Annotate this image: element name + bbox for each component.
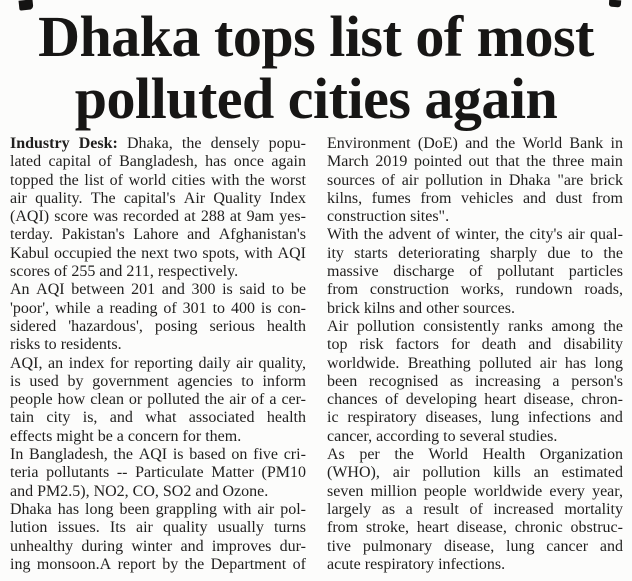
text-line: from construction works, rundown roads, xyxy=(327,281,623,299)
text-line: topped the list of world cities with the worst xyxy=(10,171,306,189)
paragraph xyxy=(10,446,306,501)
text-line: and PM2.5), NO2, CO, SO2 and Ozone. xyxy=(10,482,269,500)
text-line: sources of air pollution in Dhaka "are brick xyxy=(327,171,623,189)
text-line: lution issues. Its air quality usually turns xyxy=(10,519,306,537)
text-line: Industry Desk: Dhaka, the densely popu- xyxy=(10,135,306,152)
article-column-right xyxy=(327,135,623,574)
paragraph xyxy=(327,446,623,574)
headline-line-2: polluted cities again xyxy=(74,66,558,131)
text-line: top risk factors for death and disability xyxy=(327,336,623,354)
text-line: An AQI between 201 and 300 is said to be xyxy=(10,281,306,299)
paragraph xyxy=(327,226,623,317)
paragraph xyxy=(10,281,306,354)
text-line: ic respiratory diseases, lung infections and xyxy=(327,409,623,427)
text-line: worldwide. Breathing polluted air has long xyxy=(327,354,623,372)
scan-artifact-top-right xyxy=(609,0,621,7)
text-line: ity starts deteriorating sharply due to the xyxy=(327,244,623,262)
text-line: Environment (DoE) and the World Bank in xyxy=(327,135,623,152)
text-line: lated capital of Bangladesh, has once again xyxy=(10,153,306,171)
text-line: With the advent of winter, the city's air qual- xyxy=(327,226,623,244)
text-line: scores of 255 and 211, respectively. xyxy=(10,263,239,281)
text-line: seven million people worldwide every year, xyxy=(327,482,623,500)
text-line: people how clean or polluted the air of a cer- xyxy=(10,391,306,409)
article-body xyxy=(0,130,632,574)
text-line: unhealthy during winter and improves dur- xyxy=(10,537,306,555)
text-line: AQI, an index for reporting daily air quality, xyxy=(10,354,306,372)
text-line: March 2019 pointed out that the three main xyxy=(327,153,623,171)
text-line: 'poor', while a reading of 301 to 400 is con- xyxy=(10,299,306,317)
text-line: massive discharge of pollutant particles xyxy=(327,263,623,281)
scan-artifact-top-left xyxy=(19,0,34,11)
text-line: terday. Pakistan's Lahore and Afghanistan's xyxy=(10,226,306,244)
text-line: Kabul occupied the next two spots, with AQI xyxy=(10,244,306,262)
text-line: Air pollution consistently ranks among the xyxy=(327,317,623,335)
text-line: cancer, according to several studies. xyxy=(327,427,558,445)
text-line: ing monsoon.A report by the Department of xyxy=(10,555,306,573)
text-line: been recognised as increasing a person's xyxy=(327,372,623,390)
paragraph xyxy=(10,501,306,574)
text-line: teria pollutants -- Particulate Matter (PM10 xyxy=(10,464,306,482)
text-line: (AQI) score was recorded at 288 at 9am yes- xyxy=(10,208,306,226)
text-line: risks to residents. xyxy=(10,336,122,354)
headline-line-1: Dhaka tops list of most xyxy=(38,4,594,69)
text-line: is used by government agencies to inform xyxy=(10,372,306,390)
text-line: In Bangladesh, the AQI is based on five cri- xyxy=(10,446,306,464)
text-line: largely as a result of increased mortality xyxy=(327,500,623,518)
text-line: air quality. The capital's Air Quality Index xyxy=(10,189,306,207)
paragraph xyxy=(327,135,623,226)
text-line: sidered 'hazardous', posing serious health xyxy=(10,317,306,335)
text-line: chances of developing heart disease, chron- xyxy=(327,391,623,409)
text-line: construction sites". xyxy=(327,208,450,226)
text-line: kilns, fumes from vehicles and dust from xyxy=(327,189,623,207)
text-line: tain city is, and what associated health xyxy=(10,409,306,427)
text-line: (WHO), air pollution kills an estimated xyxy=(327,464,623,482)
text-line: brick kilns and other sources. xyxy=(327,299,515,317)
text-line: effects might be a concern for them. xyxy=(10,427,242,445)
paragraph xyxy=(327,318,623,446)
article-headline xyxy=(0,0,632,130)
text-line: Dhaka has long been grappling with air pol- xyxy=(10,500,306,518)
paragraph xyxy=(10,135,306,281)
text-line: As per the World Health Organization xyxy=(327,446,623,464)
paragraph xyxy=(10,355,306,446)
text-line: acute respiratory infections. xyxy=(327,555,506,573)
text-line: tive pulmonary disease, lung cancer and xyxy=(327,537,623,555)
text-line: from stroke, heart disease, chronic obstruc- xyxy=(327,519,623,537)
article-column-left xyxy=(10,135,306,574)
